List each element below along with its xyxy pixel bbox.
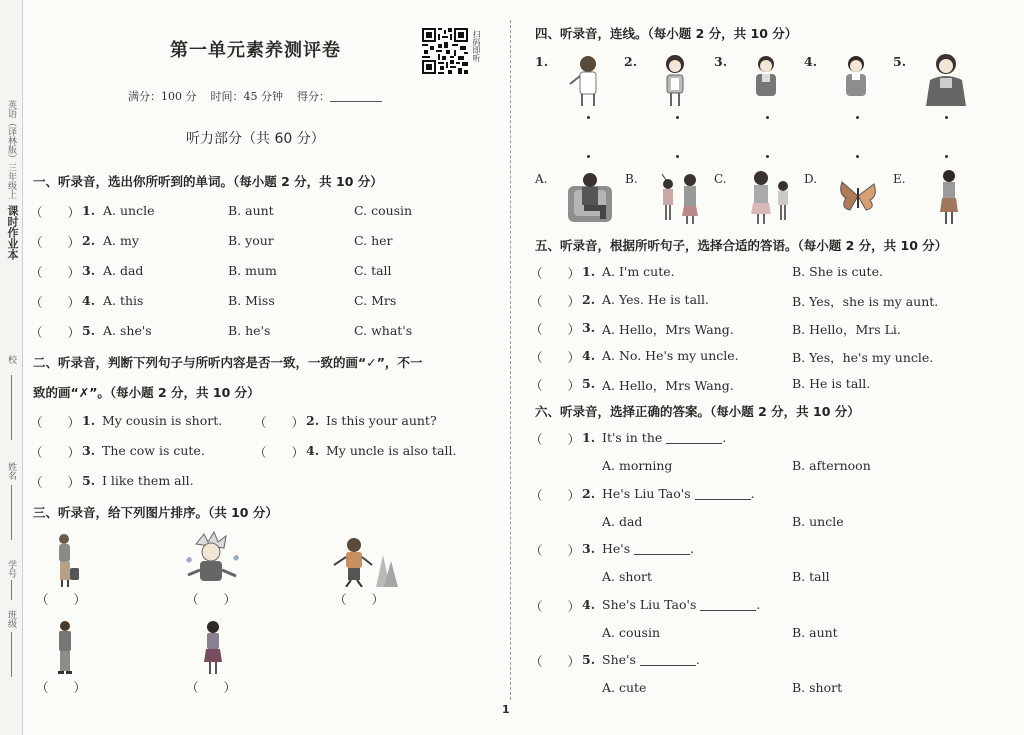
match-number: 5. — [893, 54, 907, 69]
section2-title-line2: 致的画“✗”。（每小题 2 分，共 10 分） — [33, 385, 260, 400]
answer-paren[interactable]: （ ） — [530, 543, 581, 558]
answer-paren[interactable]: （ ） — [30, 325, 81, 340]
listening-part-title: 听力部分（共 60 分） — [186, 131, 325, 147]
section5-title: 五、听录音，根据所听句子，选择合适的答语。（每小题 2 分，共 10 分） — [535, 238, 948, 253]
match-dot-bottom[interactable] — [945, 155, 948, 158]
score-blank[interactable] — [330, 91, 382, 102]
match-dot-top[interactable] — [856, 116, 859, 119]
question-text: It's in the — [602, 430, 663, 445]
picture-bottom-a-man-in-armchair — [566, 170, 616, 224]
sentence-period: . — [750, 485, 755, 501]
match-letter: E. — [893, 172, 906, 186]
question-text: He's Liu Tao's — [602, 485, 691, 501]
option-a: A. dad — [602, 513, 643, 529]
sidebar-school-line — [11, 375, 12, 440]
answer-paren[interactable]: （ ） — [530, 322, 581, 337]
picture-top-1-girl — [566, 54, 610, 106]
statement-text: My uncle is also tall. — [326, 443, 457, 458]
match-dot-top[interactable] — [945, 116, 948, 119]
picture-man-sweating — [178, 530, 244, 588]
option-b: B. Hello，Mrs Li. — [792, 322, 901, 337]
question-sentence — [602, 597, 760, 612]
picture-tall-man — [50, 620, 80, 676]
question-text: He's — [602, 541, 631, 556]
judge-paren[interactable]: （ ） — [30, 475, 81, 490]
page-number: 1 — [502, 703, 510, 716]
statement-text: I like them all. — [102, 473, 194, 488]
question-sentence — [602, 486, 755, 501]
answer-paren[interactable]: （ ） — [530, 378, 581, 393]
match-dot-top[interactable] — [766, 116, 769, 119]
judge-paren[interactable]: （ ） — [254, 415, 305, 430]
binding-sidebar — [0, 0, 23, 735]
option-a: A. dad — [103, 263, 144, 278]
option-b: B. short — [792, 680, 843, 695]
page-title: 第一单元素养测评卷 — [170, 40, 341, 61]
option-a: A. Hello，Mrs Wang. — [602, 322, 734, 337]
match-number: 1. — [535, 54, 549, 69]
answer-paren[interactable]: （ ） — [30, 205, 81, 220]
judge-paren[interactable]: （ ） — [30, 415, 81, 430]
sidebar-brand: 课时作业本 — [6, 205, 19, 260]
question-text: She's Liu Tao's — [602, 596, 697, 612]
fill-blank[interactable] — [666, 432, 722, 444]
score-label: 得分： — [297, 90, 330, 103]
question-number: 5. — [582, 652, 596, 667]
option-b: B. Miss — [228, 293, 275, 308]
order-paren-2[interactable]: （ ） — [186, 592, 237, 607]
exam-meta — [128, 88, 382, 104]
order-paren-1[interactable]: （ ） — [36, 592, 87, 607]
question-number: 2. — [582, 292, 596, 307]
question-number: 4. — [582, 596, 596, 612]
question-number: 3. — [582, 541, 596, 556]
sidebar-number-line — [11, 580, 12, 600]
answer-paren[interactable]: （ ） — [30, 295, 81, 310]
option-b: B. uncle — [792, 513, 844, 529]
answer-paren[interactable]: （ ） — [530, 266, 581, 281]
option-b: B. mum — [228, 263, 277, 278]
statement-text: My cousin is short. — [102, 413, 223, 428]
picture-bottom-c-two-girls — [745, 168, 795, 224]
question-text: She's — [602, 652, 636, 667]
option-b: B. tall — [792, 569, 830, 584]
sentence-period: . — [690, 541, 695, 556]
match-letter: A. — [535, 172, 548, 186]
fill-blank[interactable] — [695, 488, 751, 500]
exam-time: 时间：45 分钟 — [210, 90, 283, 103]
question-number: 3. — [82, 443, 96, 458]
answer-paren[interactable]: （ ） — [530, 294, 581, 309]
question-number: 1. — [582, 430, 596, 445]
question-number: 4. — [82, 293, 96, 308]
statement-text: Is this your aunt? — [326, 413, 437, 428]
option-a: A. cousin — [602, 624, 661, 640]
answer-paren[interactable]: （ ） — [530, 432, 581, 447]
match-dot-top[interactable] — [587, 116, 590, 119]
question-sentence — [602, 541, 694, 556]
option-a: A. this — [103, 293, 144, 308]
question-number: 2. — [306, 413, 320, 428]
question-number: 1. — [82, 203, 96, 218]
section3-title: 三、听录音，给下列图片排序。（共 10 分） — [33, 505, 278, 520]
option-a: A. morning — [602, 458, 673, 473]
full-score: 满分：100 分 — [128, 90, 197, 103]
question-number: 4. — [582, 348, 596, 363]
option-c: C. cousin — [354, 203, 413, 218]
match-number: 2. — [624, 54, 638, 69]
option-b: B. aunt — [228, 203, 274, 218]
option-a: A. short — [602, 569, 652, 584]
picture-top-5-woman — [920, 52, 972, 106]
picture-top-2-girl — [655, 52, 695, 106]
option-c: C. her — [354, 233, 393, 248]
section4-title: 四、听录音，连线。（每小题 2 分，共 10 分） — [535, 26, 798, 41]
question-number: 5. — [582, 376, 596, 391]
picture-top-3-man — [748, 54, 784, 106]
judge-paren[interactable]: （ ） — [30, 445, 81, 460]
option-b: B. your — [228, 233, 274, 248]
option-a: A. Yes. He is tall. — [602, 292, 710, 307]
option-b: B. afternoon — [792, 458, 871, 473]
option-a: A. uncle — [103, 203, 155, 218]
option-b: B. he's — [228, 323, 271, 338]
sentence-period: . — [722, 430, 727, 445]
sentence-period: . — [756, 596, 761, 612]
answer-paren[interactable]: （ ） — [30, 235, 81, 250]
answer-paren[interactable]: （ ） — [530, 487, 581, 503]
match-number: 3. — [714, 54, 728, 69]
fill-blank[interactable] — [640, 654, 696, 666]
picture-top-4-boy — [838, 54, 874, 106]
option-a: A. she's — [103, 323, 152, 338]
option-c: C. Mrs — [354, 293, 397, 308]
center-divider — [510, 20, 511, 700]
question-number: 5. — [82, 323, 96, 338]
question-sentence — [602, 652, 700, 667]
section2-title-line1: 二、听录音，判断下列句子与所听内容是否一致，一致的画“✓”，不一 — [33, 355, 423, 370]
statement-text: The cow is cute. — [102, 443, 205, 458]
sentence-period: . — [695, 652, 700, 667]
picture-bottom-b-two-girls — [656, 170, 704, 224]
order-paren-3[interactable]: （ ） — [334, 592, 385, 607]
question-number: 4. — [306, 443, 320, 458]
option-b: B. She is cute. — [792, 264, 883, 279]
match-letter: C. — [714, 172, 727, 186]
option-c: C. tall — [354, 263, 392, 278]
picture-woman-with-suitcase — [48, 532, 88, 588]
fill-blank[interactable] — [634, 543, 690, 555]
sidebar-class-line — [11, 632, 12, 677]
option-b: B. aunt — [792, 624, 838, 640]
sidebar-edition: 英语（译林版）三年级上 — [6, 100, 16, 199]
question-number: 3. — [82, 263, 96, 278]
match-dot-bottom[interactable] — [676, 155, 679, 158]
answer-paren[interactable]: （ ） — [530, 598, 581, 614]
answer-paren[interactable]: （ ） — [530, 350, 581, 365]
sidebar-name-label: 姓名 — [6, 462, 16, 480]
match-letter: D. — [804, 172, 818, 186]
option-c: C. what's — [354, 323, 413, 338]
answer-paren[interactable]: （ ） — [30, 265, 81, 280]
option-b: B. He is tall. — [792, 376, 871, 391]
match-dot-bottom[interactable] — [587, 155, 590, 158]
option-a: A. cute — [602, 680, 647, 695]
picture-girl — [198, 620, 228, 676]
question-number: 1. — [82, 413, 96, 428]
match-number: 4. — [804, 54, 818, 69]
option-a: A. No. He's my uncle. — [602, 348, 739, 363]
option-a: A. my — [103, 233, 139, 248]
order-paren-5[interactable]: （ ） — [186, 680, 237, 695]
match-dot-bottom[interactable] — [856, 155, 859, 158]
option-a: A. I'm cute. — [602, 264, 675, 279]
question-number: 2. — [582, 485, 596, 501]
picture-woman-in-park — [328, 535, 398, 587]
fill-blank[interactable] — [700, 599, 756, 611]
qr-caption: 扫码即听 — [472, 30, 481, 62]
option-b: B. Yes，she is my aunt. — [792, 294, 939, 309]
question-number: 3. — [582, 320, 596, 335]
option-a: A. Hello，Mrs Wang. — [602, 378, 734, 393]
sidebar-class-label: 班级 — [6, 610, 16, 628]
picture-bottom-e-girl — [934, 168, 964, 224]
match-dot-bottom[interactable] — [766, 155, 769, 158]
picture-bottom-d-butterfly — [838, 178, 878, 214]
section6-title: 六、听录音，选择正确的答案。（每小题 2 分，共 10 分） — [535, 404, 860, 419]
sidebar-school-label: 校 — [6, 355, 16, 364]
match-dot-top[interactable] — [676, 116, 679, 119]
match-letter: B. — [625, 172, 638, 186]
option-b: B. Yes，he's my uncle. — [792, 350, 934, 365]
question-number: 1. — [582, 264, 596, 279]
question-number: 5. — [82, 473, 96, 488]
question-sentence — [602, 430, 726, 445]
question-number: 2. — [82, 233, 96, 248]
section1-title: 一、听录音，选出你所听到的单词。（每小题 2 分，共 10 分） — [33, 174, 383, 189]
order-paren-4[interactable]: （ ） — [36, 680, 87, 695]
sidebar-name-line — [11, 485, 12, 540]
answer-paren[interactable]: （ ） — [530, 654, 581, 669]
qr-code-icon[interactable] — [420, 26, 470, 76]
judge-paren[interactable]: （ ） — [254, 445, 305, 460]
sidebar-number-label: 学号 — [6, 560, 16, 578]
